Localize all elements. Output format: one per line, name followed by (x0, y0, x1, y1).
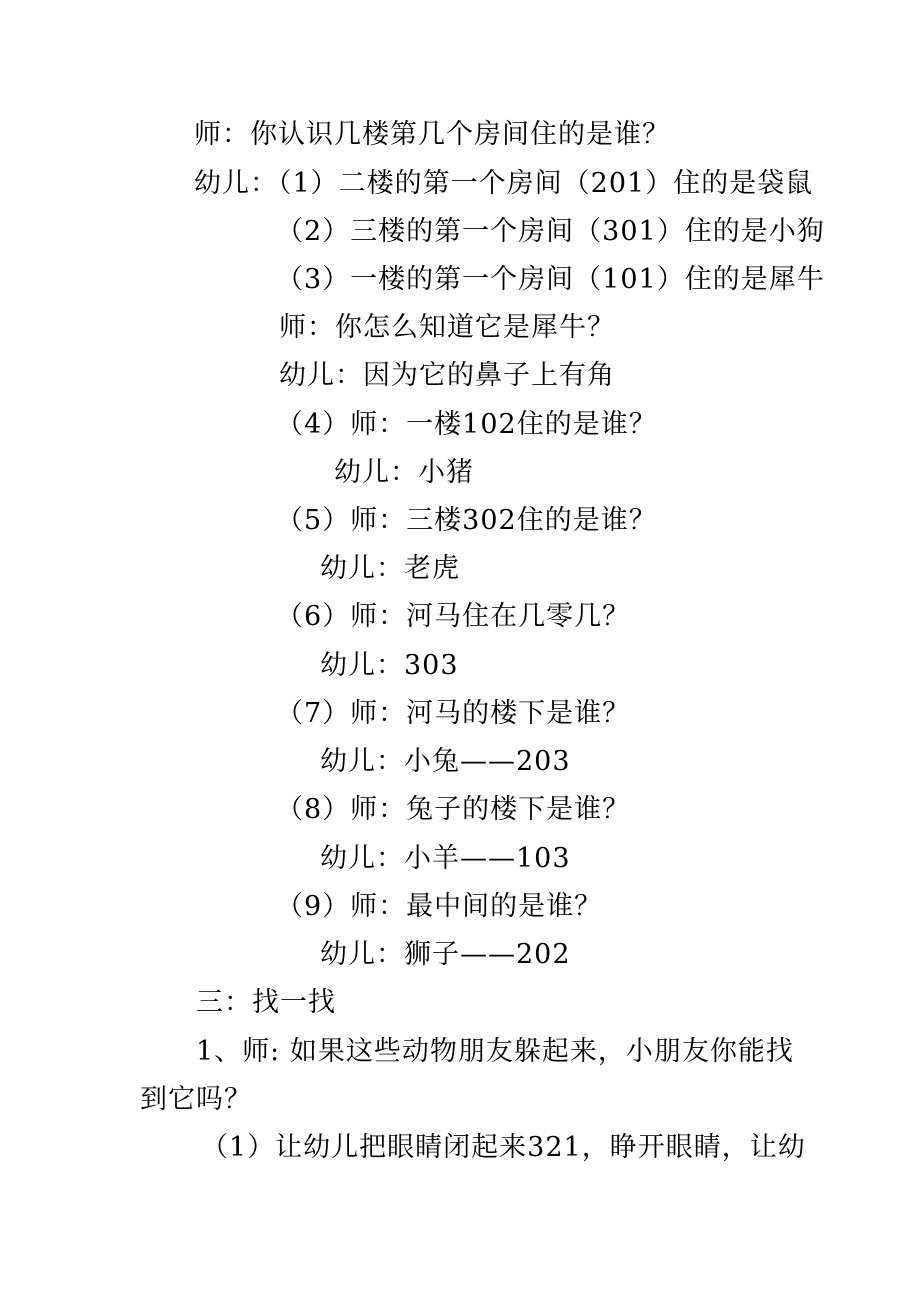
text-line: （8）师：兔子的楼下是谁？ (276, 794, 631, 825)
text-line: 师：你怎么知道它是犀牛？ (279, 312, 615, 343)
text-line: 到它吗？ (140, 1084, 252, 1115)
text-line: （3）一楼的第一个房间（101）住的是犀牛 (276, 264, 825, 295)
text-line: （4）师：一楼102住的是谁？ (276, 409, 657, 440)
text-line: 师：你认识几楼第几个房间住的是谁？ (194, 119, 670, 150)
text-line: （6）师：河马住在几零几？ (276, 601, 631, 632)
text-line: 幼儿：303 (320, 650, 459, 681)
text-line: 幼儿：狮子——202 (320, 939, 571, 970)
section-heading: 三：找一找 (196, 987, 336, 1018)
text-line: （1）让幼儿把眼睛闭起来321，睁开眼睛，让幼 (201, 1132, 806, 1163)
text-line: 幼儿：小羊——103 (320, 843, 571, 874)
text-line: 幼儿：（1）二楼的第一个房间（201）住的是袋鼠 (194, 168, 814, 199)
text-line: （9）师：最中间的是谁？ (276, 891, 603, 922)
text-line: 1、师: 如果这些动物朋友躲起来，小朋友你能找 (196, 1036, 794, 1067)
text-line: 幼儿：小猪 (334, 457, 474, 488)
text-line: 幼儿：老虎 (320, 553, 460, 584)
text-line: （2）三楼的第一个房间（301）住的是小狗 (276, 216, 825, 247)
text-line: 幼儿：因为它的鼻子上有角 (279, 360, 615, 391)
text-line: （7）师：河马的楼下是谁？ (276, 698, 631, 729)
text-line: 幼儿：小兔——203 (320, 746, 571, 777)
text-line: （5）师：三楼302住的是谁？ (276, 505, 657, 536)
